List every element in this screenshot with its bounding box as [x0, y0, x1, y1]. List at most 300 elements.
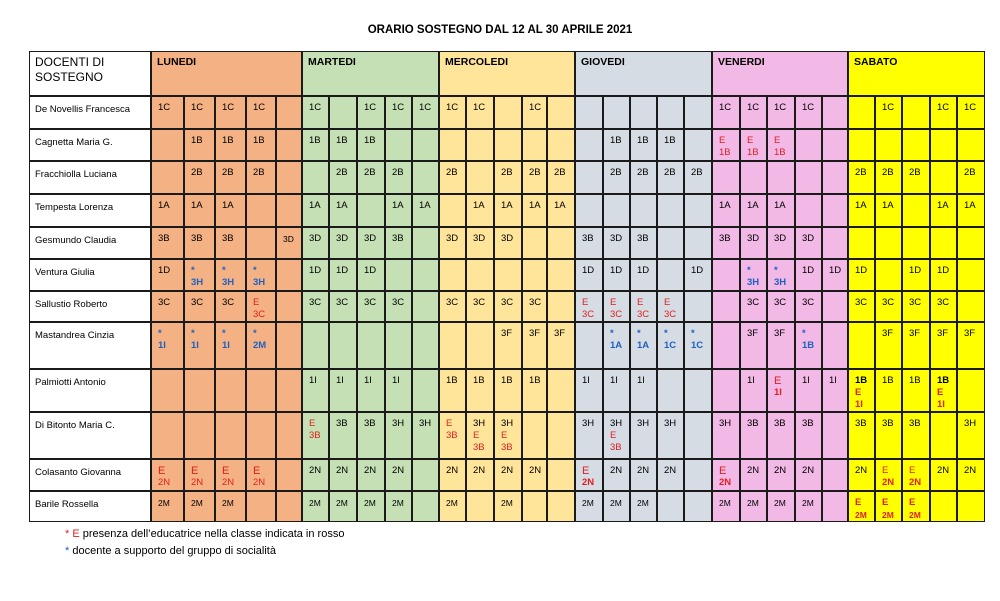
legend-text: docente a supporto del gruppo di socialità: [72, 545, 276, 557]
cell-text: E: [582, 465, 590, 477]
cell-text: E: [664, 297, 671, 308]
schedule-cell: [902, 259, 930, 291]
cell-text: 1D: [909, 265, 922, 276]
schedule-cell: [603, 491, 630, 522]
cell-text: 1B: [802, 340, 815, 351]
schedule-cell: [184, 194, 215, 227]
schedule-cell: [522, 129, 547, 161]
schedule-cell: [412, 96, 439, 129]
cell-text: 3C: [473, 297, 486, 308]
cell-text: 3C: [882, 297, 895, 308]
cell-text: 1C: [392, 102, 405, 113]
schedule-cell: [630, 259, 657, 291]
cell-text: 1C: [473, 102, 486, 113]
cell-text: 3D: [501, 233, 514, 244]
teacher-name: De Novellis Francesca: [29, 96, 151, 129]
schedule-cell: [302, 194, 329, 227]
cell-text: 1A: [336, 200, 348, 211]
schedule-cell: [439, 259, 466, 291]
schedule-cell: [329, 227, 357, 259]
schedule-cell: [902, 227, 930, 259]
cell-text: 3D: [747, 233, 760, 244]
cell-text: 3H: [582, 418, 595, 429]
schedule-cell: [930, 412, 957, 459]
schedule-cell: [439, 161, 466, 194]
schedule-cell: [657, 491, 684, 522]
day-header-sabato: SABATO: [848, 51, 985, 96]
schedule-cell: [630, 322, 657, 369]
schedule-cell: [822, 129, 848, 161]
schedule-cell: [466, 227, 494, 259]
schedule-cell: [494, 491, 522, 522]
cell-text: 2N: [501, 465, 514, 476]
cell-text: 2M: [637, 498, 649, 508]
cell-text: 2B: [222, 167, 234, 178]
schedule-cell: [466, 322, 494, 369]
schedule-cell: [246, 412, 276, 459]
schedule-cell: [575, 227, 603, 259]
schedule-cell: [151, 412, 184, 459]
schedule-cell: [875, 291, 902, 322]
schedule-cell: [712, 259, 740, 291]
schedule-cell: [795, 259, 822, 291]
schedule-cell: [385, 369, 412, 412]
cell-text: 1I: [610, 375, 618, 386]
schedule-cell: [575, 161, 603, 194]
schedule-cell: [767, 161, 795, 194]
schedule-cell: [246, 491, 276, 522]
schedule-cell: [930, 259, 957, 291]
legend-item-supporto: [65, 543, 344, 560]
schedule-cell: [357, 161, 385, 194]
cell-text: *: [802, 328, 806, 339]
schedule-cell: [712, 96, 740, 129]
schedule-cell: [603, 96, 630, 129]
schedule-cell: [466, 161, 494, 194]
cell-text: 2M: [501, 498, 513, 508]
day-header-martedi: MARTEDI: [302, 51, 439, 96]
cell-text: 3B: [473, 442, 485, 453]
cell-text: 3C: [855, 297, 868, 308]
cell-text: 3B: [501, 442, 513, 453]
schedule-cell: [522, 412, 547, 459]
cell-text: 3D: [283, 234, 294, 244]
teacher-name: Gesmundo Claudia: [29, 227, 151, 259]
schedule-cell: [329, 459, 357, 491]
schedule-cell: [740, 129, 767, 161]
cell-text: 3F: [554, 328, 566, 339]
cell-text: 3B: [719, 233, 731, 244]
cell-text: 1C: [364, 102, 377, 113]
schedule-cell: [151, 129, 184, 161]
schedule-cell: [957, 459, 985, 491]
cell-text: 3B: [158, 233, 170, 244]
legend: [65, 526, 344, 560]
schedule-cell: [575, 369, 603, 412]
schedule-cell: [684, 161, 712, 194]
cell-text: 3C: [637, 309, 650, 320]
cell-text: *: [158, 328, 162, 339]
cell-text: 2B: [336, 167, 348, 178]
schedule-cell: [575, 259, 603, 291]
schedule-cell: [522, 96, 547, 129]
cell-text: 1B: [473, 375, 485, 386]
cell-text: 3C: [909, 297, 922, 308]
cell-text: E: [909, 465, 916, 476]
schedule-cell: [246, 227, 276, 259]
schedule-cell: [684, 412, 712, 459]
schedule-cell: [603, 412, 630, 459]
cell-text: 1I: [802, 375, 810, 386]
schedule-cell: [184, 259, 215, 291]
cell-text: *: [191, 328, 195, 339]
schedule-cell: [184, 459, 215, 491]
schedule-cell: [767, 227, 795, 259]
schedule-cell: [466, 412, 494, 459]
schedule-cell: [385, 161, 412, 194]
cell-text: E: [191, 465, 199, 477]
schedule-cell: [215, 259, 246, 291]
cell-text: 1A: [473, 200, 485, 211]
cell-text: E: [855, 387, 862, 398]
schedule-cell: [957, 322, 985, 369]
schedule-cell: [603, 227, 630, 259]
cell-text: 1A: [610, 340, 623, 351]
cell-text: 3C: [664, 309, 677, 320]
schedule-cell: [329, 96, 357, 129]
schedule-cell: [215, 96, 246, 129]
schedule-cell: [848, 129, 875, 161]
schedule-cell: [215, 412, 246, 459]
cell-text: 3F: [529, 328, 541, 339]
schedule-cell: [547, 194, 575, 227]
schedule-cell: [603, 194, 630, 227]
cell-text: 2B: [501, 167, 513, 178]
schedule-cell: [957, 96, 985, 129]
schedule-cell: [547, 291, 575, 322]
teacher-name: Ventura Giulia: [29, 259, 151, 291]
cell-text: *: [222, 265, 226, 276]
cell-text: 1B: [501, 375, 513, 386]
cell-text: E: [222, 465, 230, 477]
schedule-cell: [151, 459, 184, 491]
schedule-cell: [767, 412, 795, 459]
teacher-name: Barile Rossella: [29, 491, 151, 522]
schedule-cell: [630, 96, 657, 129]
cell-text: 1I: [855, 399, 863, 410]
cell-text: 3H: [222, 277, 235, 288]
cell-text: 1D: [802, 265, 815, 276]
schedule-cell: [712, 129, 740, 161]
teacher-name: Sallustio Roberto: [29, 291, 151, 322]
cell-text: 3B: [191, 233, 203, 244]
cell-text: 2N: [719, 477, 732, 488]
cell-text: 1B: [637, 135, 649, 146]
cell-text: 2M: [802, 498, 814, 508]
schedule-cell: [657, 129, 684, 161]
cell-text: 1A: [191, 200, 203, 211]
schedule-cell: [215, 369, 246, 412]
cell-text: 3B: [309, 430, 321, 441]
cell-text: 1D: [364, 265, 377, 276]
cell-text: 2N: [446, 465, 459, 476]
schedule-cell: [767, 259, 795, 291]
cell-text: 1A: [309, 200, 321, 211]
cell-text: 1B: [222, 135, 234, 146]
cell-text: 3D: [802, 233, 815, 244]
schedule-cell: [740, 291, 767, 322]
cell-text: 2N: [529, 465, 542, 476]
schedule-cell: [357, 491, 385, 522]
schedule-cell: [547, 227, 575, 259]
schedule-cell: [412, 259, 439, 291]
cell-text: 3B: [747, 418, 759, 429]
schedule-cell: [357, 96, 385, 129]
cell-text: E: [719, 465, 727, 477]
cell-text: 1C: [719, 102, 732, 113]
schedule-cell: [547, 259, 575, 291]
schedule-cell: [630, 291, 657, 322]
cell-text: 1B: [191, 135, 203, 146]
cell-text: *: [253, 328, 257, 339]
schedule-cell: [795, 96, 822, 129]
cell-text: 2B: [882, 167, 894, 178]
schedule-cell: [684, 96, 712, 129]
cell-text: 3H: [774, 277, 787, 288]
cell-text: 2M: [158, 498, 170, 508]
cell-text: 2B: [909, 167, 921, 178]
schedule-cell: [848, 459, 875, 491]
schedule-cell: [795, 369, 822, 412]
cell-text: 1C: [964, 102, 977, 113]
schedule-cell: [357, 259, 385, 291]
schedule-cell: [875, 491, 902, 522]
cell-text: E: [774, 375, 782, 387]
schedule-cell: [575, 459, 603, 491]
schedule-cell: [547, 322, 575, 369]
cell-text: 2B: [554, 167, 566, 178]
cell-text: 1I: [637, 375, 645, 386]
schedule-cell: [795, 491, 822, 522]
cell-text: 1C: [419, 102, 432, 113]
cell-text: 3C: [610, 309, 623, 320]
schedule-cell: [494, 259, 522, 291]
schedule-cell: [875, 129, 902, 161]
schedule-cell: [215, 129, 246, 161]
cell-text: 2M: [191, 498, 203, 508]
schedule-cell: [215, 459, 246, 491]
cell-text: 1B: [610, 135, 622, 146]
schedule-cell: [575, 129, 603, 161]
cell-text: 3B: [774, 418, 786, 429]
cell-text: 1C: [691, 340, 704, 351]
cell-text: 3C: [364, 297, 377, 308]
schedule-cell: [822, 194, 848, 227]
cell-text: 2M: [774, 498, 786, 508]
cell-text: 1B: [309, 135, 321, 146]
day-header-venerdi: VENERDI: [712, 51, 848, 96]
cell-text: 1A: [964, 200, 976, 211]
schedule-cell: [184, 161, 215, 194]
cell-text: 1B: [774, 147, 786, 158]
schedule-cell: [822, 322, 848, 369]
cell-text: 3C: [222, 297, 235, 308]
cell-text: 2N: [802, 465, 815, 476]
cell-text: E: [637, 297, 644, 308]
cell-text: *: [610, 328, 614, 339]
cell-text: 3B: [364, 418, 376, 429]
schedule-cell: [767, 291, 795, 322]
cell-text: 2B: [191, 167, 203, 178]
schedule-cell: [603, 322, 630, 369]
schedule-cell: [184, 491, 215, 522]
cell-text: 1C: [774, 102, 787, 113]
cell-text: E: [473, 430, 480, 441]
cell-text: E: [774, 135, 781, 146]
teacher-name: Palmiotti Antonio: [29, 369, 151, 412]
schedule-cell: [822, 412, 848, 459]
cell-text: 1B: [719, 147, 731, 158]
cell-text: 3C: [937, 297, 950, 308]
schedule-cell: [875, 412, 902, 459]
cell-text: 1C: [529, 102, 542, 113]
cell-text: 3B: [802, 418, 814, 429]
schedule-cell: [740, 227, 767, 259]
schedule-cell: [957, 227, 985, 259]
cell-text: 3C: [501, 297, 514, 308]
page-title: ORARIO SOSTEGNO DAL 12 AL 30 APRILE 2021: [367, 24, 633, 36]
cell-text: 3C: [446, 297, 459, 308]
schedule-cell: [329, 259, 357, 291]
schedule-cell: [385, 459, 412, 491]
cell-text: 3H: [501, 418, 514, 429]
schedule-cell: [412, 459, 439, 491]
cell-text: 3H: [473, 418, 486, 429]
schedule-cell: [357, 129, 385, 161]
schedule-cell: [439, 129, 466, 161]
cell-text: 3C: [774, 297, 787, 308]
legend-item-educatrice: [65, 526, 344, 543]
cell-text: 3F: [909, 328, 921, 339]
schedule-cell: [795, 412, 822, 459]
cell-text: 1B: [253, 135, 265, 146]
schedule-cell: [522, 459, 547, 491]
cell-text: 2N: [158, 477, 171, 488]
schedule-cell: [603, 369, 630, 412]
cell-text: 2B: [364, 167, 376, 178]
schedule-cell: [795, 161, 822, 194]
schedule-cell: [930, 322, 957, 369]
schedule-cell: [302, 369, 329, 412]
schedule-cell: [276, 161, 302, 194]
cell-text: E: [882, 497, 889, 508]
schedule-cell: [740, 96, 767, 129]
schedule-cell: [657, 291, 684, 322]
schedule-cell: [657, 96, 684, 129]
schedule-cell: [151, 96, 184, 129]
schedule-cell: [902, 161, 930, 194]
schedule-cell: [575, 96, 603, 129]
schedule-cell: [684, 129, 712, 161]
schedule-cell: [684, 194, 712, 227]
schedule-cell: [575, 194, 603, 227]
cell-text: 1D: [937, 265, 950, 276]
schedule-cell: [276, 412, 302, 459]
schedule-cell: [795, 459, 822, 491]
schedule-cell: [494, 459, 522, 491]
schedule-cell: [439, 291, 466, 322]
cell-text: E: [747, 135, 754, 146]
schedule-cell: [740, 491, 767, 522]
schedule-cell: [740, 259, 767, 291]
schedule-cell: [957, 291, 985, 322]
schedule-cell: [930, 459, 957, 491]
schedule-cell: [902, 129, 930, 161]
schedule-cell: [930, 369, 957, 412]
schedule-cell: [439, 322, 466, 369]
cell-text: 1B: [664, 135, 676, 146]
schedule-cell: [957, 194, 985, 227]
schedule-cell: [246, 161, 276, 194]
cell-text: 1A: [855, 200, 867, 211]
schedule-cell: [712, 412, 740, 459]
cell-text: 3B: [582, 233, 594, 244]
cell-text: 3H: [719, 418, 732, 429]
cell-text: 1D: [691, 265, 704, 276]
schedule-cell: [822, 369, 848, 412]
schedule-cell: [385, 412, 412, 459]
cell-text: 1A: [158, 200, 170, 211]
schedule-cell: [246, 369, 276, 412]
schedule-cell: [684, 491, 712, 522]
cell-text: E: [909, 497, 916, 508]
cell-text: *: [253, 265, 257, 276]
schedule-cell: [439, 491, 466, 522]
cell-text: 3C: [392, 297, 405, 308]
cell-text: *: [664, 328, 668, 339]
schedule-cell: [466, 96, 494, 129]
cell-text: 2N: [774, 465, 787, 476]
schedule-cell: [957, 129, 985, 161]
schedule-cell: [712, 194, 740, 227]
schedule-cell: [902, 491, 930, 522]
schedule-cell: [215, 227, 246, 259]
schedule-cell: [767, 129, 795, 161]
legend-star: *: [65, 528, 70, 540]
schedule-cell: [575, 491, 603, 522]
schedule-cell: [957, 369, 985, 412]
cell-text: 3F: [774, 328, 786, 339]
cell-text: E: [309, 418, 316, 429]
cell-text: 3B: [610, 442, 622, 453]
schedule-cell: [740, 161, 767, 194]
cell-text: 1D: [855, 265, 868, 276]
schedule-cell: [657, 412, 684, 459]
schedule-cell: [357, 459, 385, 491]
cell-text: 1I: [222, 340, 230, 351]
schedule-cell: [657, 459, 684, 491]
cell-text: *: [747, 265, 751, 276]
schedule-cell: [767, 369, 795, 412]
schedule-cell: [712, 491, 740, 522]
day-header-giovedi: GIOVEDI: [575, 51, 712, 96]
schedule-cell: [630, 459, 657, 491]
cell-text: 1I: [392, 375, 400, 386]
teacher-name: Colasanto Giovanna: [29, 459, 151, 491]
schedule-cell: [302, 491, 329, 522]
schedule-cell: [439, 369, 466, 412]
schedule-cell: [767, 459, 795, 491]
